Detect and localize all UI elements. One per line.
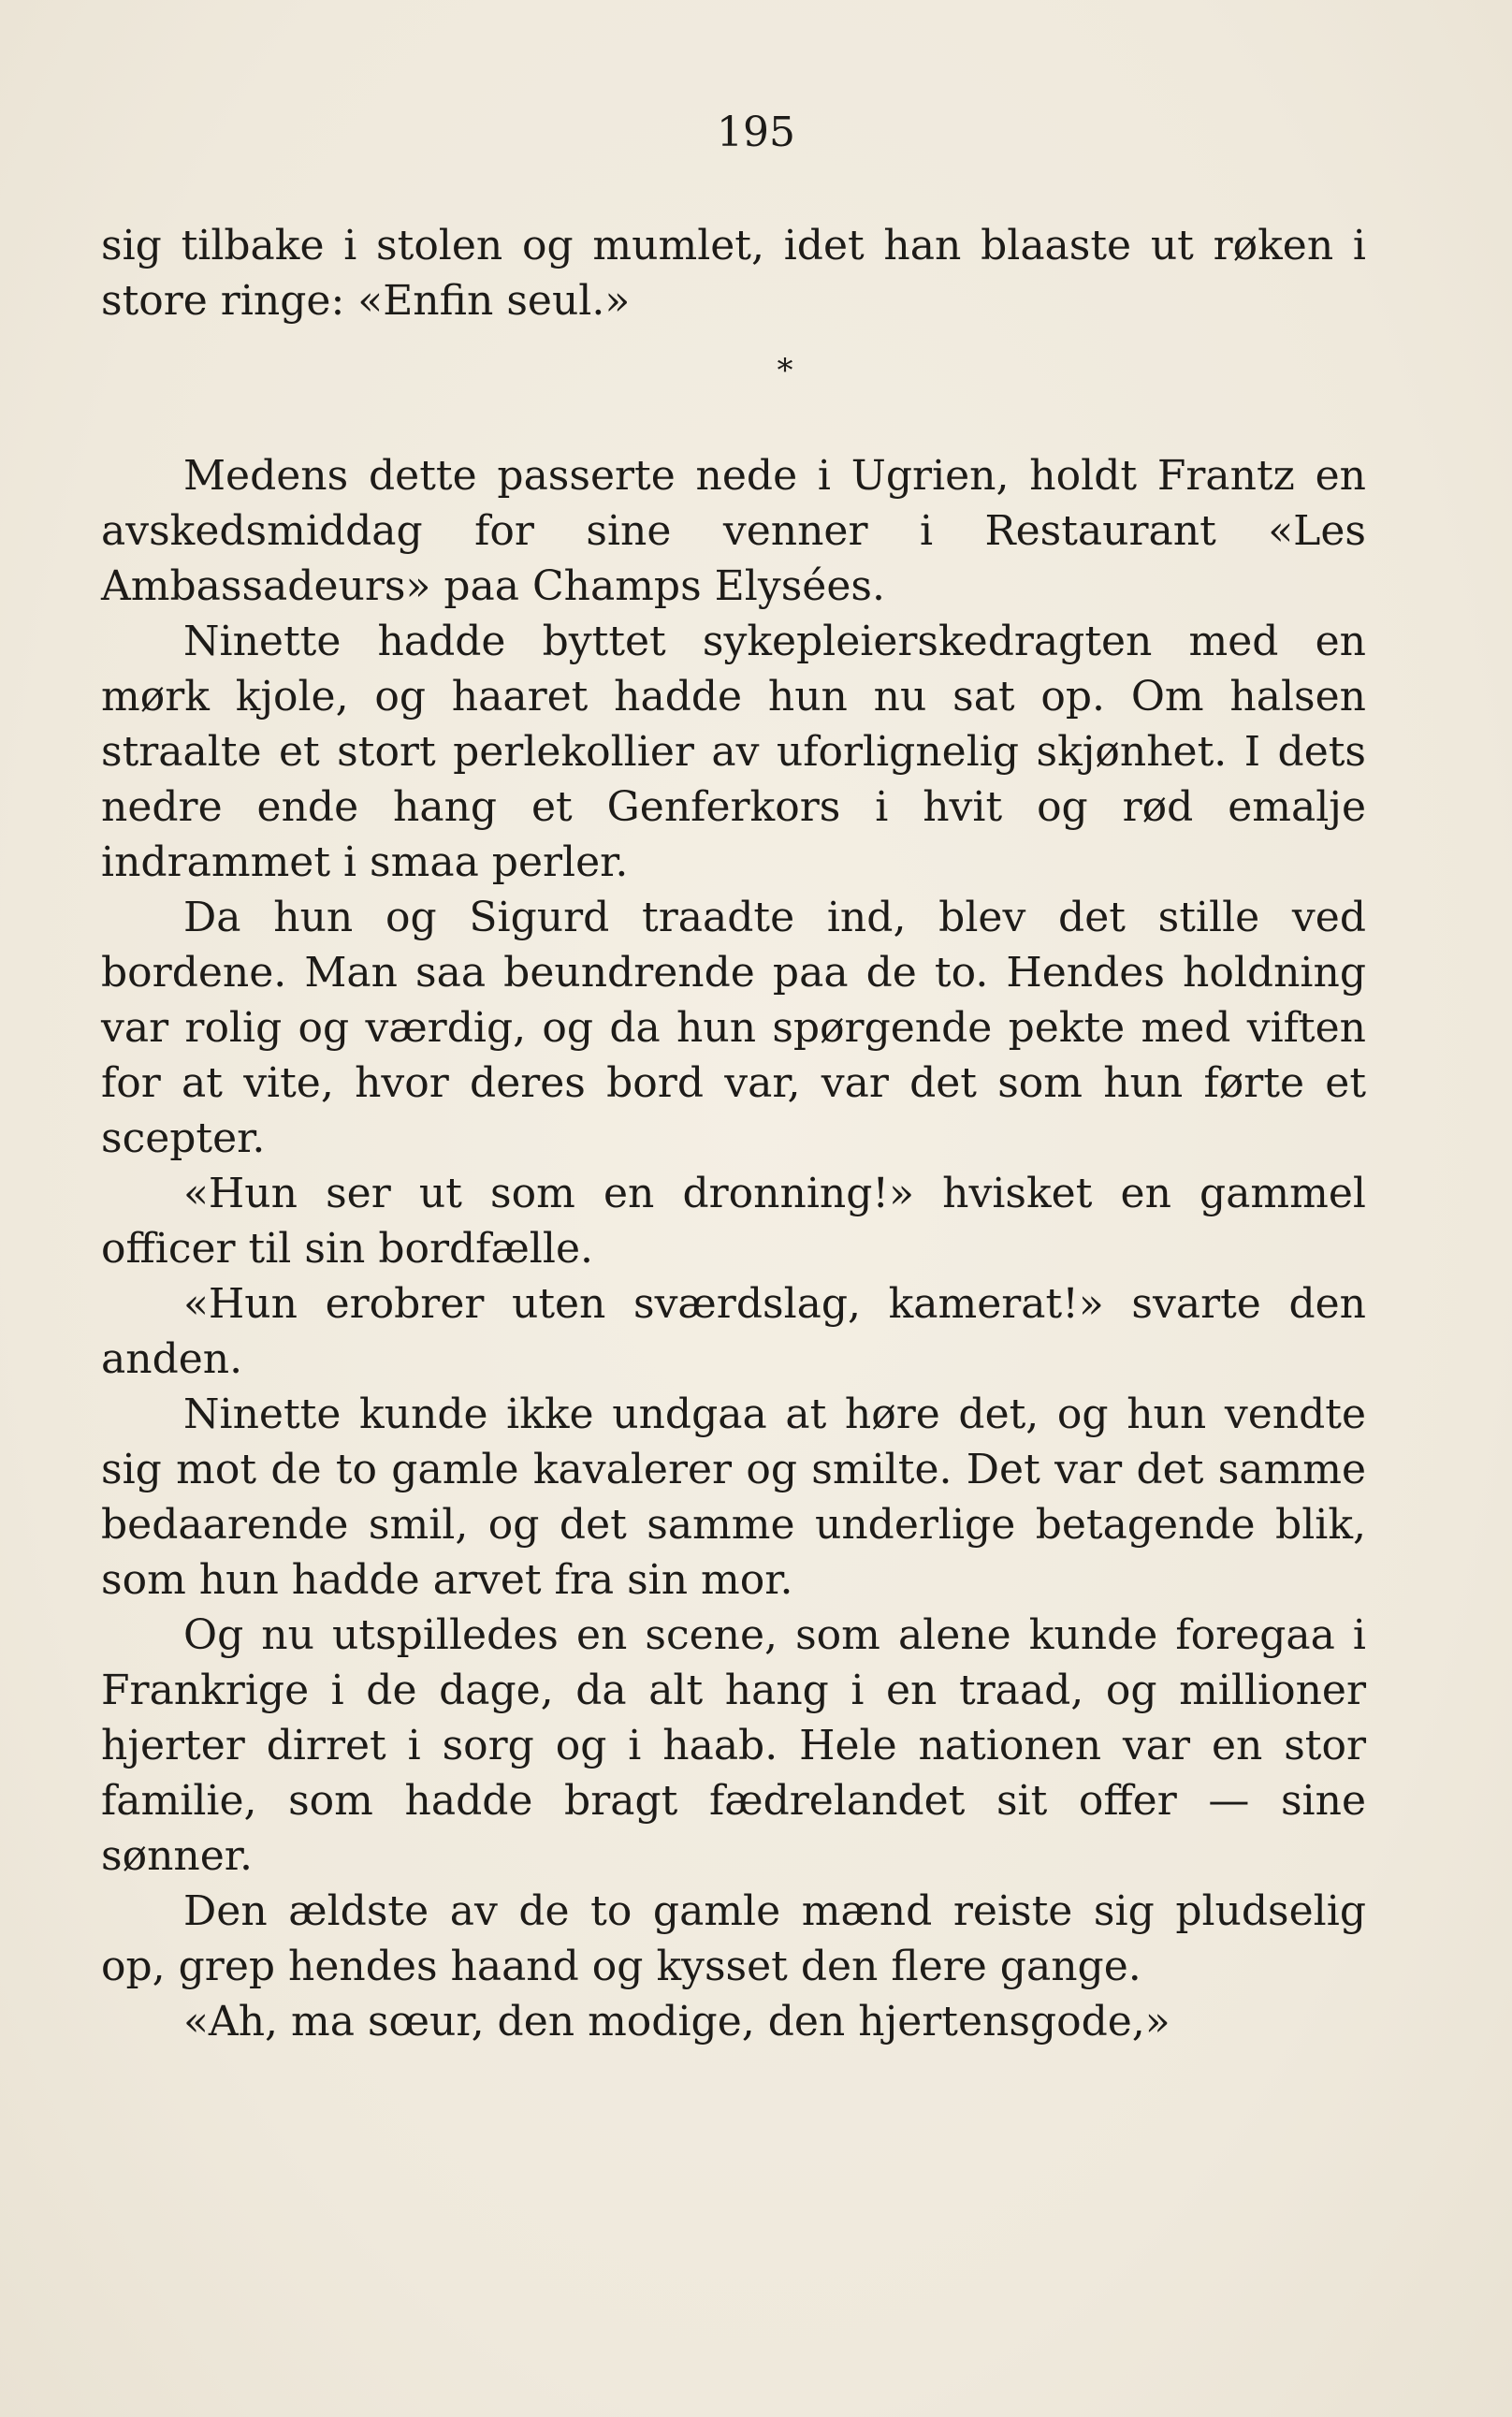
paragraph: «Hun erobrer uten sværdslag, kamerat!» svarte den anden. <box>101 1280 1366 1383</box>
paragraph: Den ældste av de to gamle mænd reiste sig pludselig op, grep hendes haand og kysset den flere gange. <box>101 1887 1366 1990</box>
paragraph: Da hun og Sigurd traadte ind, blev det stille ved bordene. Man saa beundrende paa de to. Hendes holdning var rolig og værdig, og da hun spørgende pekte med viften for at vite, hvor deres bord var, var det som hun førte et scepter. <box>101 894 1366 1162</box>
paragraph: Ninette hadde byttet sykepleierskedragten med en mørk kjole, og haaret hadde hun nu sat op. Om halsen straalte et stort perlekollier av uforlignelig skjønhet. I dets nedre ende hang et Genferkors i hvit og rød emalje indrammet i smaa perler. <box>101 618 1366 886</box>
paragraph: Medens dette passerte nede i Ugrien, holdt Frantz en avskedsmiddag for sine venner i Restaurant «Les Ambassadeurs» paa Champs Elysées. <box>101 452 1366 610</box>
paragraph: «Hun ser ut som en dronning!» hvisket en gammel officer til sin bordfælle. <box>101 1170 1366 1273</box>
paragraph-continuation: sig tilbake i stolen og mumlet, idet han blaaste ut røken i store ringe: «Enfin seul.» <box>101 222 1366 325</box>
paragraph: Ninette kunde ikke undgaa at høre det, og hun vendte sig mot de to gamle kavalerer og smilte. Det var det samme bedaarende smil, og det samme underlige betagende blik, som hun hadde arvet fra sin mor. <box>101 1391 1366 1604</box>
body-text <box>101 218 1366 2049</box>
page-number: 195 <box>717 109 795 156</box>
section-separator: * <box>777 352 793 389</box>
paragraph: Og nu utspilledes en scene, som alene kunde foregaa i Frankrige i de dage, da alt hang i en traad, og millioner hjerter dirret i sorg og i haab. Hele nationen var en stor familie, som hadde bragt fædrelandet sit offer — sine sønner. <box>101 1611 1366 1880</box>
paragraph: «Ah, ma sœur, den modige, den hjertensgode,» <box>183 1998 1170 2046</box>
